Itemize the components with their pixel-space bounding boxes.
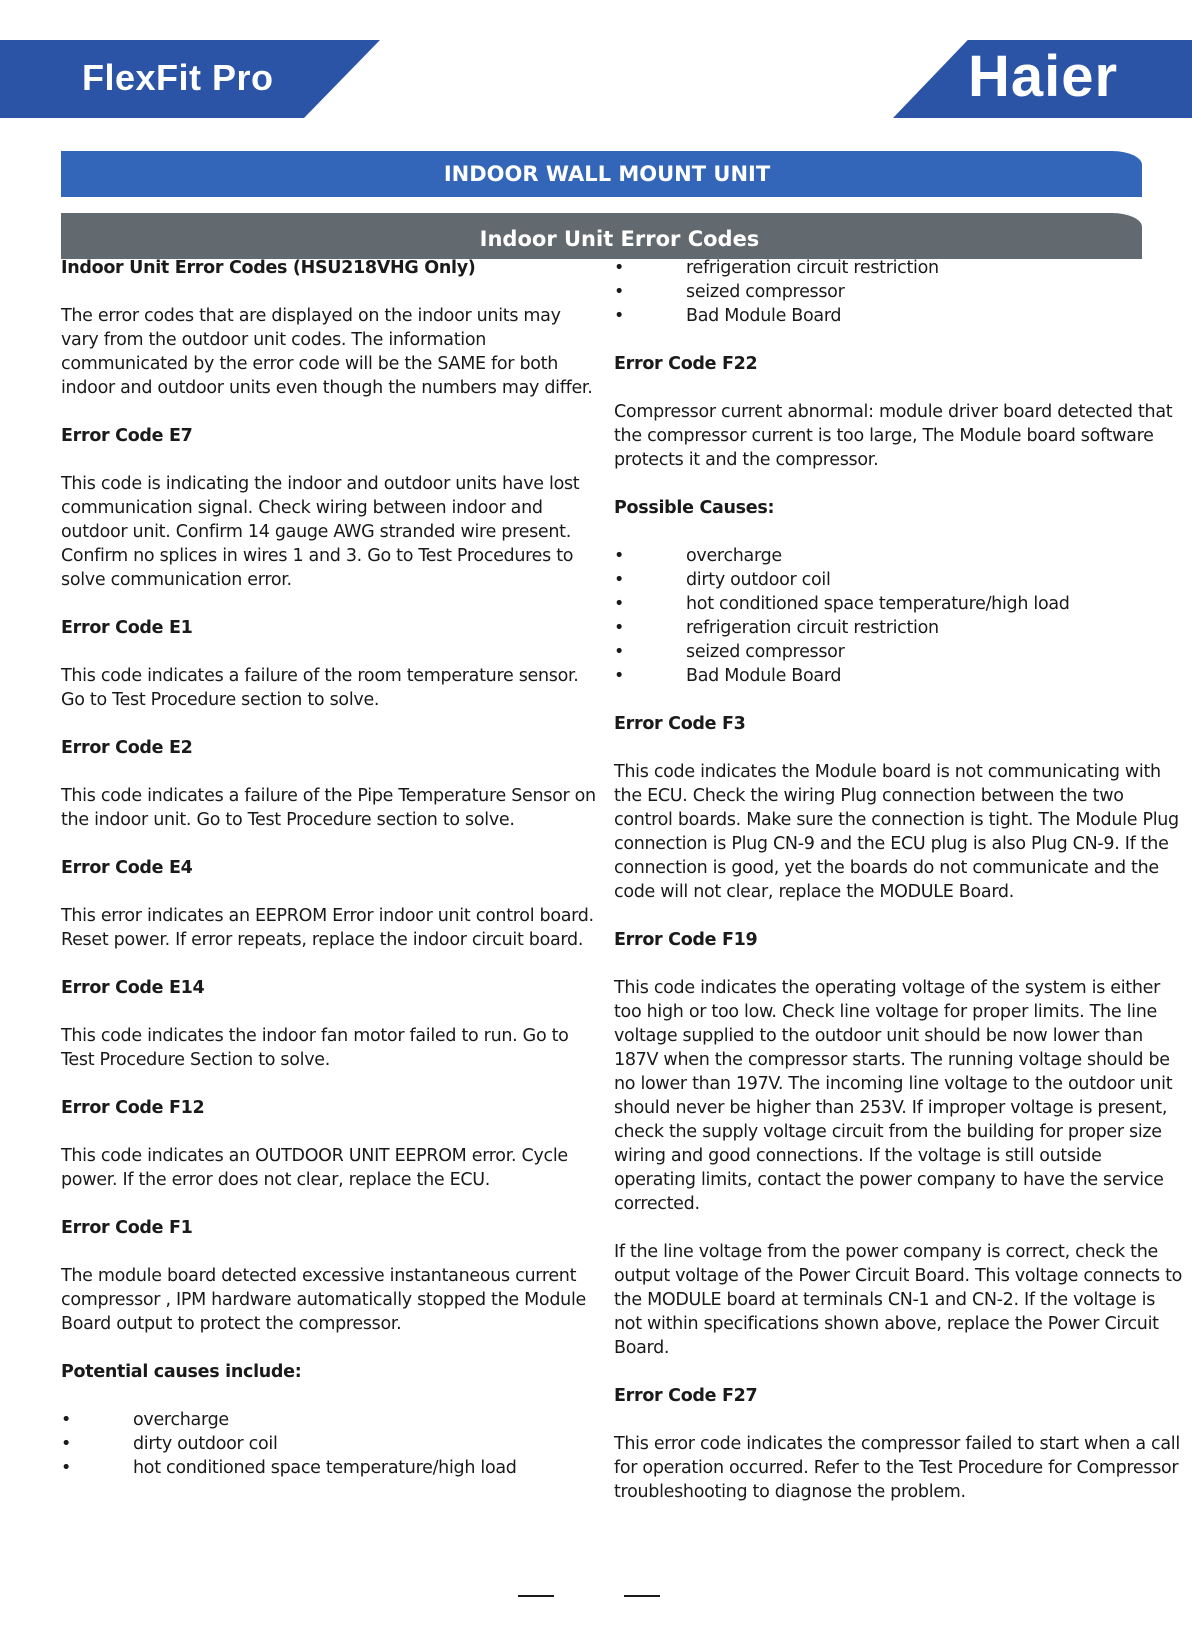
right-column <box>614 256 1184 1504</box>
list-item: • overcharge <box>614 546 782 566</box>
list-item: • seized compressor <box>614 282 845 302</box>
brand-logo: Haier <box>968 44 1119 109</box>
error-e14-text: This code indicates the indoor fan motor failed to run. Go to Test Procedure Section to solve. <box>61 1026 569 1070</box>
error-e4-text: This error indicates an EEPROM Error indoor unit control board. Reset power. If error repeats, replace the indoor circuit board. <box>61 906 594 950</box>
error-f12-text: This code indicates an OUTDOOR UNIT EEPROM error. Cycle power. If the error does not clear, replace the ECU. <box>61 1146 568 1190</box>
intro-text: The error codes that are displayed on the indoor units may vary from the outdoor unit codes. The information communicated by the error code will be the SAME for both indoor and outdoor units even though the numbers may differ. <box>61 306 593 398</box>
list-item: • refrigeration circuit restriction <box>614 258 939 278</box>
list-item: • refrigeration circuit restriction <box>614 618 939 638</box>
error-f3-heading: Error Code F3 <box>614 714 746 734</box>
list-item: • Bad Module Board <box>614 306 842 326</box>
error-e2-text: This code indicates a failure of the Pipe Temperature Sensor on the indoor unit. Go to Test Procedure section to solve. <box>61 786 596 830</box>
left-column <box>61 256 601 1480</box>
list-item: • hot conditioned space temperature/high load <box>614 594 1070 614</box>
error-f19-text: This code indicates the operating voltage of the system is either too high or too low. Check line voltage for proper limits. The line voltage supplied to the outdoor unit should be now lower than 187V when the compressor starts. The running voltage should be no lower than 197V. The incoming line voltage to the outdoor unit should never be higher than 253V. If improper voltage is present, check the supply voltage circuit from the building for proper size wiring and good connections. If the voltage is still outside operating limits, contact the power company to have the service corrected. <box>614 978 1173 1214</box>
f22-causes-heading: Possible Causes: <box>614 498 775 518</box>
error-e1-heading: Error Code E1 <box>61 618 193 638</box>
page-number-rule-left <box>518 1595 554 1597</box>
f1-causes-heading: Potential causes include: <box>61 1362 302 1382</box>
list-item: • dirty outdoor coil <box>61 1434 278 1454</box>
error-f22-text: Compressor current abnormal: module driver board detected that the compressor current is too large, The Module board software protects it and the compressor. <box>614 402 1173 470</box>
subsection-title: Indoor Unit Error Codes <box>479 227 760 251</box>
section-title: INDOOR WALL MOUNT UNIT <box>443 162 771 186</box>
product-name: FlexFit Pro <box>82 57 274 98</box>
list-item: • overcharge <box>61 1410 229 1430</box>
error-f27-text: This error code indicates the compressor failed to start when a call for operation occurred. Refer to the Test Procedure for Compressor troubleshooting to diagnose the problem. <box>614 1434 1180 1502</box>
error-e2-heading: Error Code E2 <box>61 738 193 758</box>
error-f12-heading: Error Code F12 <box>61 1098 205 1118</box>
list-item: • hot conditioned space temperature/high load <box>61 1458 517 1478</box>
error-f3-text: This code indicates the Module board is not communicating with the ECU. Check the wiring Plug connection between the two control boards. Make sure the connection is tight. The Module Plug connection is Plug CN-9 and the ECU plug is also Plug CN-9. If the connection is good, yet the boards do not communicate and the code will not clear, replace the MODULE Board. <box>614 762 1179 902</box>
page-number-rule-right <box>624 1595 660 1597</box>
list-item: • Bad Module Board <box>614 666 842 686</box>
error-f1-heading: Error Code F1 <box>61 1218 193 1238</box>
error-e4-heading: Error Code E4 <box>61 858 193 878</box>
error-f19-text-2: If the line voltage from the power company is correct, check the output voltage of the Power Circuit Board. This voltage connects to the MODULE board at terminals CN-1 and CN-2. If the voltage is not within specifications shown above, replace the Power Circuit Board. <box>614 1242 1183 1358</box>
list-item: • seized compressor <box>614 642 845 662</box>
list-item: • dirty outdoor coil <box>614 570 831 590</box>
error-e14-heading: Error Code E14 <box>61 978 205 998</box>
error-f1-text: The module board detected excessive instantaneous current compressor , IPM hardware automatically stopped the Module Board output to protect the compressor. <box>61 1266 586 1334</box>
error-f19-heading: Error Code F19 <box>614 930 758 950</box>
error-e7-heading: Error Code E7 <box>61 426 193 446</box>
intro-heading: Indoor Unit Error Codes (HSU218VHG Only) <box>61 258 476 278</box>
error-e7-text: This code is indicating the indoor and outdoor units have lost communication signal. Check wiring between indoor and outdoor unit. Confirm 14 gauge AWG stranded wire present. Confirm no splices in wires 1 and 3. Go to Test Procedures to solve communication error. <box>61 474 580 590</box>
error-e1-text: This code indicates a failure of the room temperature sensor. Go to Test Procedure section to solve. <box>61 666 579 710</box>
error-f27-heading: Error Code F27 <box>614 1386 758 1406</box>
error-f22-heading: Error Code F22 <box>614 354 758 374</box>
